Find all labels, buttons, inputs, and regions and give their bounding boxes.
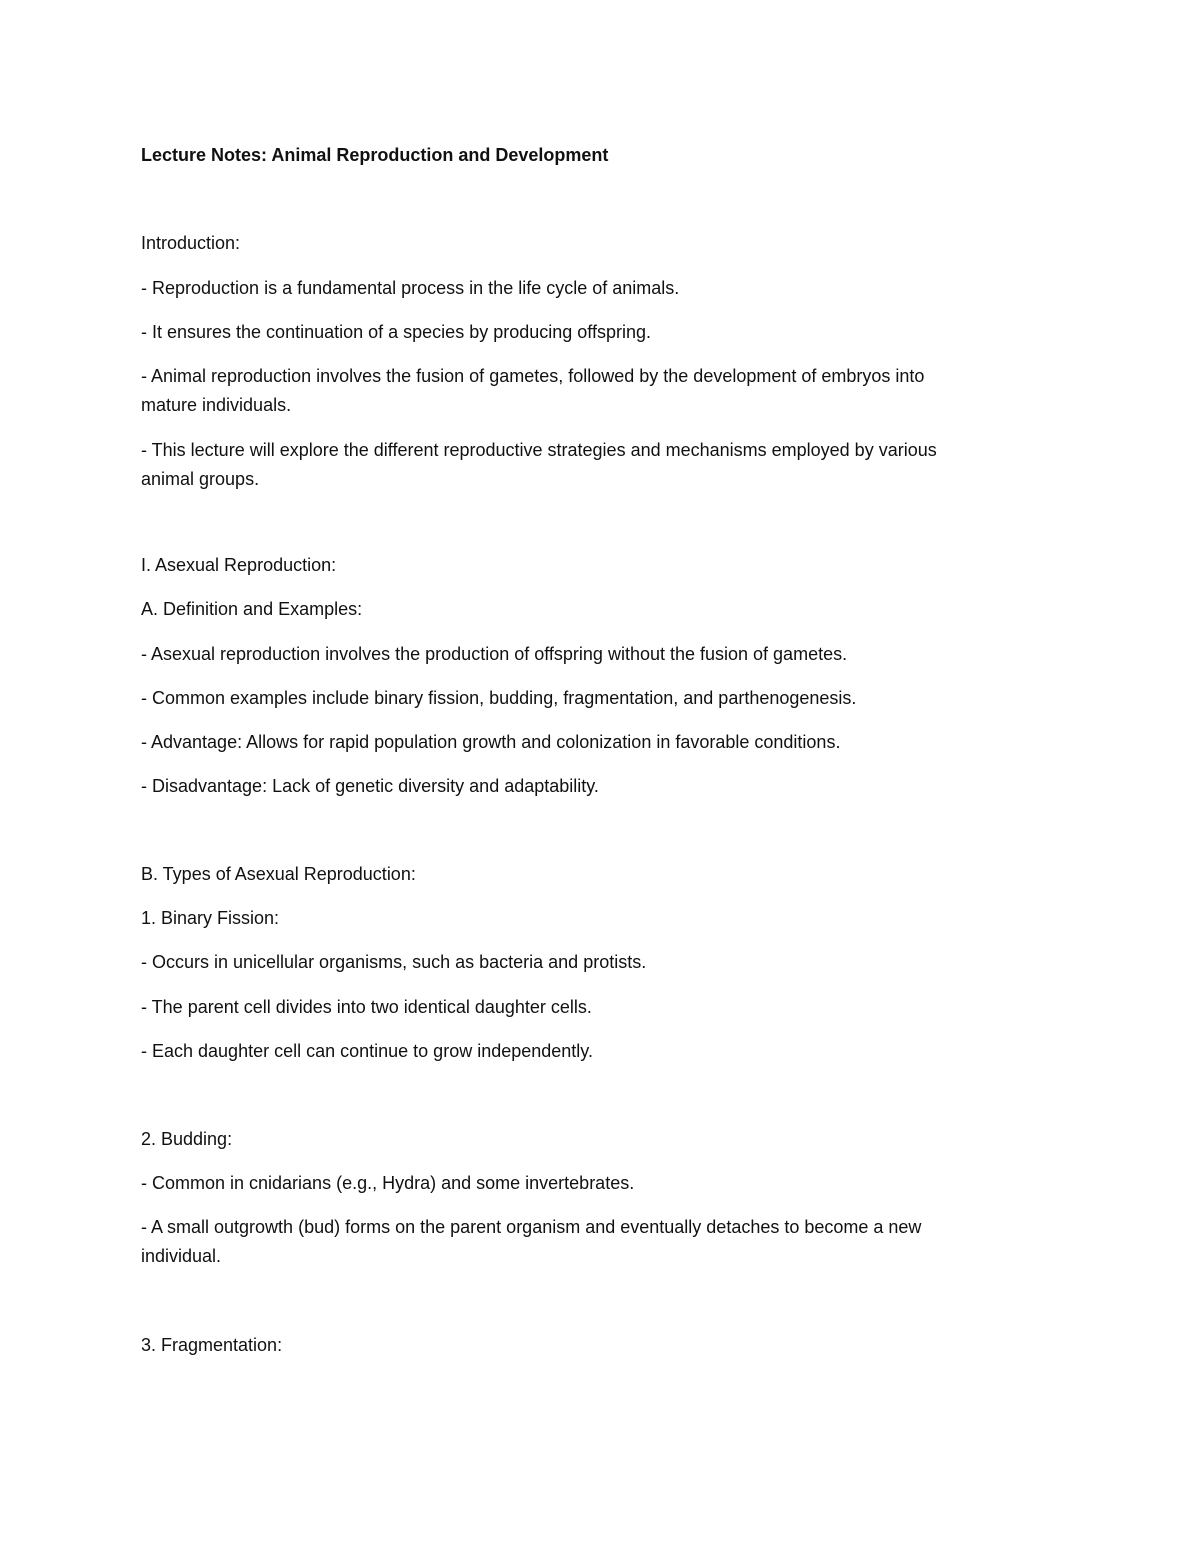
subsection-a-bullet-3: - Advantage: Allows for rapid population growth and colonization in favorable conditions. xyxy=(141,732,841,752)
intro-bullet-4-line-2: animal groups. xyxy=(141,469,260,489)
intro-bullet-3-line-2: mature individuals. xyxy=(141,395,292,415)
subsection-a-bullet-4: - Disadvantage: Lack of genetic diversity and adaptability. xyxy=(141,776,599,796)
binary-fission-bullet-1: - Occurs in unicellular organisms, such as bacteria and protists. xyxy=(141,952,647,972)
budding-bullet-2-line-1: - A small outgrowth (bud) forms on the parent organism and eventually detaches to become a new xyxy=(141,1217,922,1237)
document-title: Lecture Notes: Animal Reproduction and Development xyxy=(141,145,609,165)
subsection-a-heading: A. Definition and Examples: xyxy=(141,599,363,619)
fragmentation-heading: 3. Fragmentation: xyxy=(141,1335,283,1355)
section-1-heading: I. Asexual Reproduction: xyxy=(141,555,337,575)
intro-bullet-1: - Reproduction is a fundamental process in the life cycle of animals. xyxy=(141,278,680,298)
binary-fission-heading: 1. Binary Fission: xyxy=(141,908,280,928)
binary-fission-bullet-2: - The parent cell divides into two identical daughter cells. xyxy=(141,997,592,1017)
intro-bullet-4-line-1: - This lecture will explore the different reproductive strategies and mechanisms employed by various xyxy=(141,440,937,460)
subsection-a-bullet-2: - Common examples include binary fission, budding, fragmentation, and parthenogenesis. xyxy=(141,688,857,708)
intro-bullet-2: - It ensures the continuation of a species by producing offspring. xyxy=(141,322,651,342)
subsection-b-heading: B. Types of Asexual Reproduction: xyxy=(141,864,416,884)
intro-bullet-3-line-1: - Animal reproduction involves the fusion of gametes, followed by the development of embryos into xyxy=(141,366,925,386)
budding-bullet-2-line-2: individual. xyxy=(141,1246,222,1266)
budding-heading: 2. Budding: xyxy=(141,1129,233,1149)
budding-bullet-1: - Common in cnidarians (e.g., Hydra) and some invertebrates. xyxy=(141,1173,635,1193)
subsection-a-bullet-1: - Asexual reproduction involves the production of offspring without the fusion of gametes. xyxy=(141,644,848,664)
binary-fission-bullet-3: - Each daughter cell can continue to grow independently. xyxy=(141,1041,593,1061)
intro-heading: Introduction: xyxy=(141,233,241,253)
